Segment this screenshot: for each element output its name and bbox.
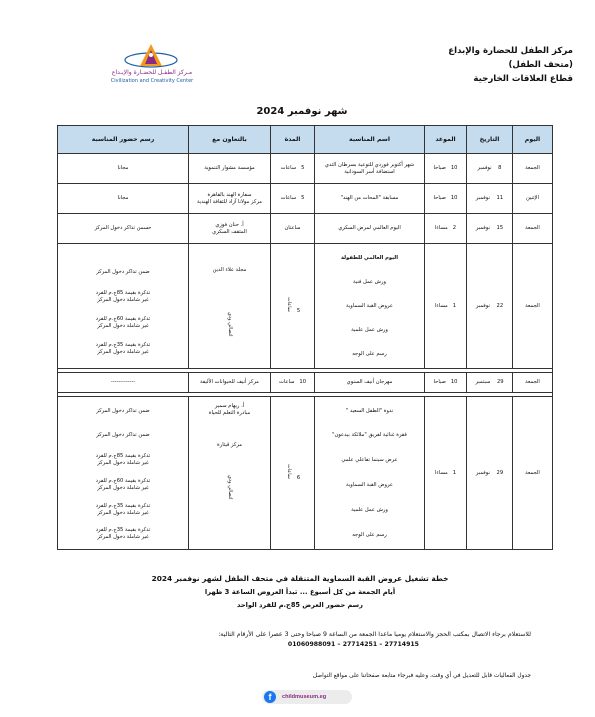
fee-note: غير شاملة دخول المركز	[97, 534, 149, 540]
duration-number: 5	[301, 165, 305, 171]
fee-cell	[58, 397, 189, 550]
time-cell	[425, 184, 467, 214]
event-cell: شهر أكتوبر فوردي للتوعية بسرطان الثدي استضافة أسر السودانية	[315, 154, 425, 184]
time-cell	[425, 397, 467, 550]
fee-text: تذكرة بقيمة 60ج.م للفرد	[95, 477, 151, 484]
day-cell: الجمعة	[513, 373, 553, 393]
date-day: 11	[496, 195, 504, 201]
header-event: اسم المناسبة	[315, 126, 425, 154]
duration-cell	[271, 373, 315, 393]
duration-number: 10	[299, 379, 307, 385]
date-month: سبتمبر	[475, 379, 491, 385]
date-month: نوفمبر	[475, 302, 490, 309]
fee-line	[61, 310, 185, 336]
fee-text: ضمن تذاكر دخول المركز	[96, 268, 150, 275]
event-line: ندوة "الطفل السعيد "	[345, 407, 394, 414]
org-department: قطاع العلاقات الخارجية	[473, 74, 573, 84]
fee-cell: مجانا	[58, 154, 189, 184]
header-time: الموعد	[425, 126, 467, 154]
event-cell: مسابقة "المحات من الهند"	[315, 184, 425, 214]
fee-line	[61, 284, 185, 310]
day-cell: الإثنين	[513, 184, 553, 214]
event-line: اليوم العالمي للطفولة	[341, 254, 398, 261]
partner-cell	[189, 214, 271, 244]
partner-cell	[189, 397, 271, 550]
partner-line: المثقف السكري	[212, 228, 247, 235]
event-line: ورش عمل فنية	[352, 278, 387, 285]
partner-note: اتصالي ودي	[227, 474, 233, 500]
partner-line	[192, 399, 267, 421]
duration-cell	[271, 397, 315, 550]
partner-note: اتصالي ودي	[227, 311, 233, 337]
org-subname: (متحف الطفل)	[508, 60, 573, 70]
time-number: 10	[450, 165, 458, 171]
date-cell	[467, 244, 513, 369]
table-header-row	[58, 126, 553, 154]
fee-cell: -------------	[58, 373, 189, 393]
plan-fee: رسم حضور العرض 85ج.م للفرد الواحد	[237, 601, 363, 609]
fee-line	[61, 472, 185, 497]
time-number: 10	[450, 195, 458, 201]
time-number: 1	[452, 469, 457, 476]
fee-cell: مجانا	[58, 184, 189, 214]
partner-line: مجلة علاء الدين	[212, 266, 247, 273]
table-row	[58, 184, 553, 214]
facebook-icon: f	[264, 691, 276, 703]
partner-name: أ. ريهام سمير	[214, 403, 245, 409]
fee-line	[61, 447, 185, 472]
event-line: ورش عمل علمية	[351, 326, 388, 333]
fee-note: غير شاملة دخول المركز	[97, 297, 149, 303]
header-date: التاريخ	[467, 126, 513, 154]
header-fee: رسم حضور المناسبة	[58, 126, 189, 154]
partner-cell: مؤسسة مشوار التنموية	[189, 154, 271, 184]
partner-cell	[189, 244, 271, 369]
fee-line	[61, 497, 185, 522]
fee-line	[61, 522, 185, 546]
fee-note: غير شاملة دخول المركز	[97, 459, 149, 466]
fee-note: غير شاملة دخول المركز	[97, 484, 149, 491]
event-cell: مهرجان أنيف السنوي	[315, 373, 425, 393]
fee-text: ضمن تذاكر دخول المركز	[96, 407, 150, 414]
time-number: 2	[452, 225, 457, 231]
event-line: رسم على الوجه	[352, 350, 387, 357]
month-title: شهر نوفمبر 2024	[256, 106, 348, 117]
fee-line	[61, 399, 185, 423]
contact-info	[61, 630, 531, 650]
facebook-handle: childmuseum.eg	[282, 694, 327, 700]
header-duration: المدة	[271, 126, 315, 154]
table-row	[58, 397, 553, 550]
fee-line	[61, 246, 185, 284]
date-cell	[467, 154, 513, 184]
contact-phones: 27714915 – 27714251 – 01060988091	[287, 641, 419, 648]
partner-line: مركز مولانا آزاد للثقافة الهندية	[197, 198, 262, 205]
event-line: فقرة غنائية لفريق "ملائكة بيدعون"	[332, 432, 407, 438]
date-month: نوفمبر	[477, 165, 492, 171]
table-row	[58, 214, 553, 244]
day-cell: الجمعة	[513, 154, 553, 184]
fee-text: تذكرة بقيمة 35ج.م للفرد	[95, 527, 151, 533]
event-cell: اليوم العالمي لمرض السكري	[315, 214, 425, 244]
event-line: عروض القبة السماوية	[346, 482, 393, 488]
date-cell	[467, 397, 513, 550]
event-line: رسم على الوجه	[352, 531, 387, 538]
facebook-link[interactable]	[262, 690, 352, 704]
time-cell	[425, 154, 467, 184]
partner-line: سفارة الهند بالقاهرة	[207, 191, 252, 198]
event-line: عروض القبة السماوية	[346, 302, 393, 309]
event-cell	[315, 397, 425, 550]
event-line: عرض سينما تفاعلي علمي	[341, 457, 398, 463]
fee-text: تذكرة بقيمة 85ج.م للفرد	[95, 452, 151, 459]
fee-cell	[58, 244, 189, 369]
logo-english-text: Civilization and Creativity Center	[110, 78, 194, 84]
time-number: 10	[450, 379, 458, 385]
time-period: صباحا	[433, 195, 446, 201]
center-logo	[96, 42, 206, 98]
fee-note: غير شاملة دخول المركز	[97, 349, 149, 355]
fee-text: تذكرة بقيمة 35ج.م للفرد	[95, 342, 151, 348]
partner-cell	[189, 184, 271, 214]
time-period: صباحا	[433, 165, 446, 171]
fee-line	[61, 423, 185, 447]
planetarium-plan	[120, 572, 480, 612]
fee-line	[61, 336, 185, 362]
day-cell: الجمعة	[513, 244, 553, 369]
date-day: 22	[496, 302, 504, 309]
organization-header	[353, 44, 573, 86]
date-month: نوفمبر	[475, 195, 490, 201]
date-day: 29	[496, 469, 504, 476]
duration-number: 6	[296, 474, 301, 481]
time-period: مساءا	[434, 469, 448, 476]
partner-org: مبادرة التعلم للحياة	[208, 410, 251, 416]
time-period: مساءا	[434, 302, 448, 309]
plan-title: خطة تشغيل عروض القبة السماوية المتنقلة في متحف الطفل لشهر نوفمبر 2024	[151, 574, 449, 583]
day-cell: الجمعة	[513, 397, 553, 550]
duration-number: 5	[301, 195, 305, 201]
partner-note-wrap	[192, 457, 267, 517]
disclaimer: جدول الفعاليات قابل للتعديل في أي وقت، وعليه فبرجاء متابعة صفحاتنا على مواقع التواصل	[312, 673, 531, 679]
date-day: 8	[498, 165, 502, 171]
date-cell	[467, 184, 513, 214]
date-month: نوفمبر	[475, 469, 490, 476]
date-cell	[467, 214, 513, 244]
duration-unit: ساعات	[278, 379, 295, 385]
time-cell	[425, 244, 467, 369]
fee-note: غير شاملة دخول المركز	[97, 323, 149, 329]
fee-cell: حسمن تذاكر دخول المركز	[58, 214, 189, 244]
duration-cell: ساعتان	[271, 214, 315, 244]
duration-unit: ساعات	[285, 464, 292, 479]
time-period: مساءا	[434, 225, 448, 231]
duration-cell	[271, 184, 315, 214]
org-name: مركز الطفل للحضارة والإبداع	[448, 46, 573, 56]
date-cell	[467, 373, 513, 393]
partner-line	[192, 421, 267, 433]
duration-unit: ساعات	[280, 165, 297, 171]
time-cell	[425, 214, 467, 244]
partner-line	[192, 433, 267, 457]
plan-schedule: أيام الجمعة من كل أسبوع ... تبدأ العروض الساعة 3 ظهرا	[204, 588, 396, 596]
fee-text: تذكرة بقيمة 85ج.م للفرد	[95, 290, 151, 296]
fee-text: تذكرة بقيمة 35ج.م للفرد	[95, 502, 151, 509]
date-month: نوفمبر	[475, 225, 490, 231]
duration-cell	[271, 244, 315, 369]
time-number: 1	[452, 302, 457, 309]
table-row	[58, 154, 553, 184]
table-row	[58, 373, 553, 393]
partner-name: مركز قيثارة	[216, 441, 243, 448]
fee-note: غير شاملة دخول المركز	[97, 509, 149, 516]
fee-text: تذكرة بقيمة 60ج.م للفرد	[95, 316, 151, 322]
duration-unit: ساعات	[280, 195, 297, 201]
partner-line: أ. حنان فوزي	[215, 221, 244, 228]
contact-intro: للاستعلام برجاء الاتصال بمكتب الحجز والاستعلام يوميا ماعدا الجمعة من الساعة 9 صباحا وحتى 3 عصرا على الأرقام التالية:	[218, 631, 531, 638]
duration-unit: ساعات	[285, 297, 292, 312]
date-day: 29	[496, 379, 504, 385]
time-period: صباحا	[433, 379, 446, 385]
table-row	[58, 244, 553, 369]
events-table	[57, 125, 553, 550]
partner-cell: مركز أنيف للحيوانات الأليفة	[189, 373, 271, 393]
fee-text: ضمن تذاكر دخول المركز	[96, 431, 150, 438]
duration-number: 5	[296, 307, 301, 314]
event-line: ورش عمل علمية	[351, 507, 388, 513]
duration-cell	[271, 154, 315, 184]
date-day: 15	[496, 225, 504, 231]
header-day: اليوم	[513, 126, 553, 154]
time-cell	[425, 373, 467, 393]
logo-arabic-text: مـركز الطفـل للحضـارة والإبـداع	[111, 69, 193, 76]
header-partner: بالتعاون مع	[189, 126, 271, 154]
day-cell: الجمعة	[513, 214, 553, 244]
event-cell	[315, 244, 425, 369]
partner-note-wrap	[192, 294, 267, 354]
